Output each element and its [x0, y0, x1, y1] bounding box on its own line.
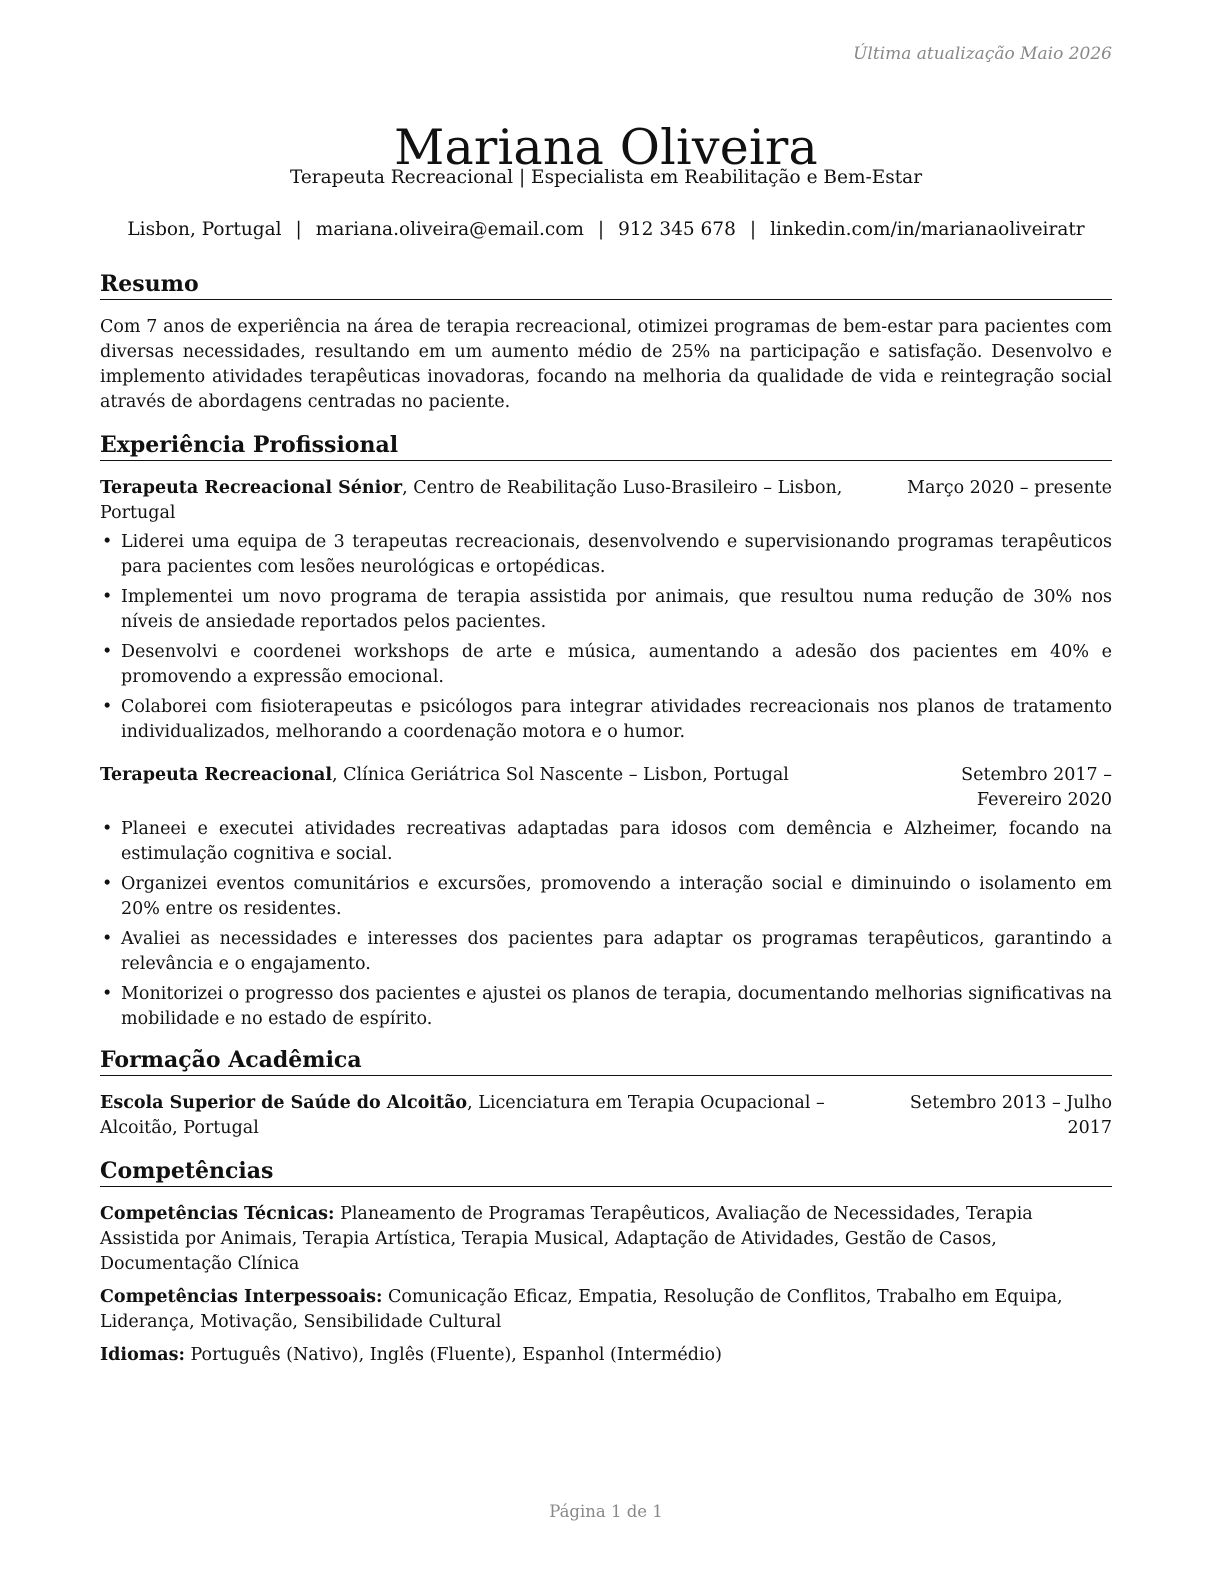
- candidate-subtitle: Terapeuta Recreacional | Especialista em Reabilitação e Bem-Estar: [289, 167, 923, 188]
- summary-text: Com 7 anos de experiência na área de terapia recreacional, otimizei programas de bem-estar para pacientes com diversas necessidades, resultando em um aumento médio de 25% na participação e satisfação. Desenvolvo e implemento atividades terapêuticas inovadoras, focando na melhoria da qualidade de vida e reintegração social através de abordagens centradas no paciente.: [100, 317, 1112, 412]
- section-title-experience: Experiência Profissional: [100, 431, 1112, 461]
- contact-location: Lisbon, Portugal: [127, 219, 282, 240]
- bullet-text: Planeei e executei atividades recreativas adaptadas para idosos com demência e Alzheimer, focando na estimulação cognitiva e social.: [121, 819, 1112, 864]
- skill-row: [100, 1343, 1112, 1368]
- job-title-line: [100, 763, 789, 813]
- job-header: [100, 476, 1112, 526]
- section-title-education: Formação Acadêmica: [100, 1046, 1112, 1076]
- skill-value: Comunicação Eficaz, Empatia, Resolução de Conflitos, Trabalho em Equipa, Liderança, Motivação, Sensibilidade Cultural: [100, 1287, 1063, 1332]
- job-title-line: [100, 476, 907, 526]
- bullet-text: Implementei um novo programa de terapia assistida por animais, que resultou numa redução de 30% nos níveis de ansiedade reportados pelos pacientes.: [121, 587, 1112, 632]
- list-item: [100, 585, 1112, 635]
- summary-section: [100, 270, 1112, 415]
- job-entry: [100, 763, 1112, 1032]
- bullet-icon: •: [102, 642, 113, 662]
- resume-content: [100, 270, 1112, 1368]
- job-header: [100, 763, 1112, 813]
- bullet-text: Monitorizei o progresso dos pacientes e ajustei os planos de terapia, documentando melhorias significativas na mobilidade e no estado de espírito.: [121, 984, 1112, 1029]
- skills-section: [100, 1157, 1112, 1368]
- bullet-text: Colaborei com fisioterapeutas e psicólogos para integrar atividades recreacionais nos planos de tratamento individualizados, melhorando a coordenação motora e o humor.: [121, 697, 1112, 742]
- bullet-icon: •: [102, 587, 113, 607]
- education-school: Escola Superior de Saúde do Alcoitão: [100, 1093, 468, 1113]
- list-item: [100, 982, 1112, 1032]
- bullet-icon: •: [102, 874, 113, 894]
- list-item: [100, 817, 1112, 867]
- contact-line: [100, 219, 1112, 240]
- contact-separator: |: [295, 219, 302, 240]
- bullet-text: Liderei uma equipa de 3 terapeutas recreacionais, desenvolvendo e supervisionando programas terapêuticos para pacientes com lesões neurológicas e ortopédicas.: [121, 532, 1112, 577]
- bullet-text: Avaliei as necessidades e interesses dos pacientes para adaptar os programas terapêuticos, garantindo a relevância e o engajamento.: [121, 929, 1112, 974]
- contact-linkedin[interactable]: linkedin.com/in/marianaoliveiratr: [770, 219, 1085, 240]
- skill-row: [100, 1202, 1112, 1277]
- bullet-icon: •: [102, 929, 113, 949]
- skill-label: Competências Interpessoais:: [100, 1287, 383, 1307]
- contact-separator: |: [749, 219, 757, 240]
- skill-label: Idiomas:: [100, 1345, 185, 1365]
- job-bullets: [100, 530, 1112, 745]
- skill-label: Competências Técnicas:: [100, 1204, 335, 1224]
- job-bullets: [100, 817, 1112, 1032]
- section-title-skills: Competências: [100, 1157, 1112, 1187]
- experience-section: [100, 431, 1112, 1032]
- bullet-icon: •: [102, 697, 113, 717]
- list-item: [100, 927, 1112, 977]
- job-dates: Setembro 2017 – Fevereiro 2020: [961, 765, 1112, 810]
- list-item: [100, 695, 1112, 745]
- education-title-line: [100, 1091, 870, 1141]
- bullet-icon: •: [102, 984, 113, 1004]
- resume-page: [100, 0, 1112, 1584]
- education-section: [100, 1046, 1112, 1141]
- page-number: Página 1 de 1: [549, 1502, 663, 1521]
- skill-value: Planeamento de Programas Terapêuticos, Avaliação de Necessidades, Terapia Assistida por Animais, Terapia Artística, Terapia Musical, Adaptação de Atividades, Gestão de Casos, Documentação Clínica: [100, 1204, 1033, 1274]
- section-title-summary: Resumo: [100, 270, 1112, 300]
- bullet-icon: •: [102, 819, 113, 839]
- job-role: Terapeuta Recreacional: [100, 765, 333, 785]
- bullet-icon: •: [102, 532, 113, 552]
- list-item: [100, 872, 1112, 922]
- education-dates: Setembro 2013 – Julho 2017: [909, 1093, 1112, 1138]
- job-entry: [100, 476, 1112, 745]
- last-updated: Última atualização Maio 2026: [853, 44, 1112, 64]
- job-organization: , Clínica Geriátrica Sol Nascente – Lisbon, Portugal: [332, 765, 789, 785]
- skill-value: Português (Nativo), Inglês (Fluente), Espanhol (Intermédio): [184, 1345, 722, 1365]
- contact-email[interactable]: mariana.oliveira@email.com: [315, 219, 584, 240]
- education-entry: [100, 1091, 1112, 1141]
- bullet-text: Desenvolvi e coordenei workshops de arte e música, aumentando a adesão dos pacientes em 40% e promovendo a expressão emocional.: [121, 642, 1112, 687]
- job-role: Terapeuta Recreacional Sénior: [100, 478, 403, 498]
- job-organization: , Centro de Reabilitação Luso-Brasileiro – Lisbon, Portugal: [100, 478, 843, 523]
- list-item: [100, 530, 1112, 580]
- contact-separator: |: [597, 219, 605, 240]
- skill-row: [100, 1285, 1112, 1335]
- candidate-name: Mariana Oliveira: [394, 118, 818, 176]
- education-degree: , Licenciatura em Terapia Ocupacional – Alcoitão, Portugal: [100, 1093, 825, 1138]
- job-dates: Março 2020 – presente: [907, 478, 1112, 498]
- contact-phone: 912 345 678: [618, 219, 736, 240]
- bullet-text: Organizei eventos comunitários e excursões, promovendo a interação social e diminuindo o isolamento em 20% entre os residentes.: [121, 874, 1112, 919]
- list-item: [100, 640, 1112, 690]
